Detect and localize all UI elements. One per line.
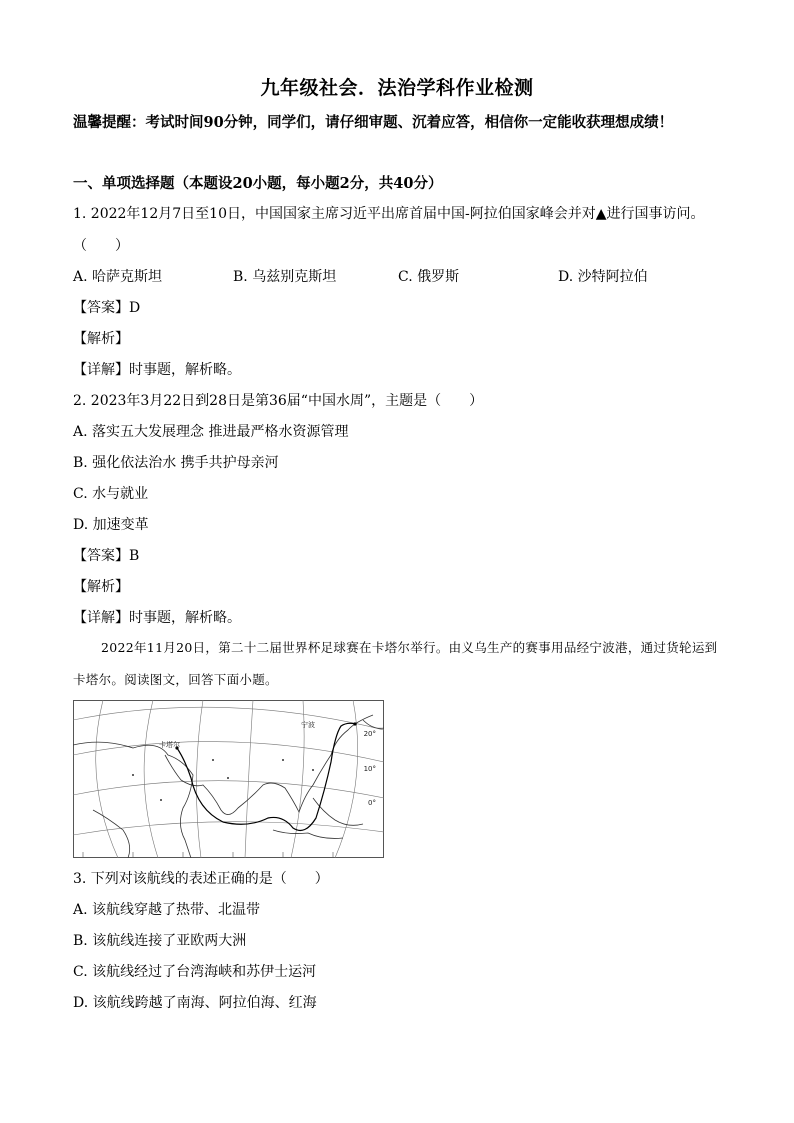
ningbo-marker bbox=[353, 722, 356, 725]
lat-label-20: 20° bbox=[363, 730, 376, 738]
section-heading: 一、单项选择题（本题设20小题，每小题2分，共40分） bbox=[73, 175, 443, 192]
exam-tip: 温馨提醒：考试时间90分钟，同学们，请仔细审题、沉着应答，相信你一定能收获理想成绩！ bbox=[73, 114, 674, 131]
q2-option-b: B. 强化依法治水 携手共护母亲河 bbox=[73, 455, 279, 471]
q2-answer: 【答案】B bbox=[73, 548, 140, 564]
q1-option-d: D. 沙特阿拉伯 bbox=[558, 269, 648, 285]
q1-option-a: A. 哈萨克斯坦 bbox=[73, 269, 163, 285]
q1-option-b: B. 乌兹别克斯坦 bbox=[233, 269, 337, 285]
q3-option-c: C. 该航线经过了台湾海峡和苏伊士运河 bbox=[73, 964, 317, 980]
q2-detail: 【详解】时事题，解析略。 bbox=[73, 610, 241, 626]
q1-detail: 【详解】时事题，解析略。 bbox=[73, 362, 241, 378]
lat-label-10: 10° bbox=[363, 765, 376, 773]
q1-analysis: 【解析】 bbox=[73, 331, 129, 347]
qatar-label: 卡塔尔 bbox=[159, 741, 180, 749]
q3-option-b: B. 该航线连接了亚欧两大洲 bbox=[73, 933, 247, 949]
page-title: 九年级社会．法治学科作业检测 bbox=[260, 77, 534, 99]
shipping-route-map bbox=[73, 700, 384, 858]
q2-analysis: 【解析】 bbox=[73, 579, 129, 595]
q2-option-c: C. 水与就业 bbox=[73, 486, 149, 502]
q3-option-a: A. 该航线穿越了热带、北温带 bbox=[73, 902, 261, 918]
q3-option-d: D. 该航线跨越了南海、阿拉伯海、红海 bbox=[73, 995, 317, 1011]
q2-option-a: A. 落实五大发展理念 推进最严格水资源管理 bbox=[73, 424, 349, 440]
q1-paren: （ ） bbox=[73, 238, 129, 254]
reading-passage: 2022年11月20日，第二十二届世界杯足球赛在卡塔尔举行。由义乌生产的赛事用品经宁波港，通过货轮运到卡塔尔。阅读图文，回答下面小题。 bbox=[73, 640, 718, 687]
q1-answer: 【答案】D bbox=[73, 300, 141, 316]
ningbo-label: 宁波 bbox=[301, 721, 315, 729]
q1-option-c: C. 俄罗斯 bbox=[398, 269, 460, 285]
q2-option-d: D. 加速变革 bbox=[73, 517, 149, 533]
q3-stem: 3. 下列对该航线的表述正确的是（ ） bbox=[73, 871, 329, 887]
q2-stem: 2. 2023年3月22日到28日是第36届“中国水周”，主题是（ ） bbox=[73, 393, 484, 409]
lat-label-0: 0° bbox=[368, 799, 376, 807]
q1-stem: 1. 2022年12月7日至10日，中国国家主席习近平出席首届中国-阿拉伯国家峰会并对▲进行国事访问。 bbox=[73, 206, 705, 222]
